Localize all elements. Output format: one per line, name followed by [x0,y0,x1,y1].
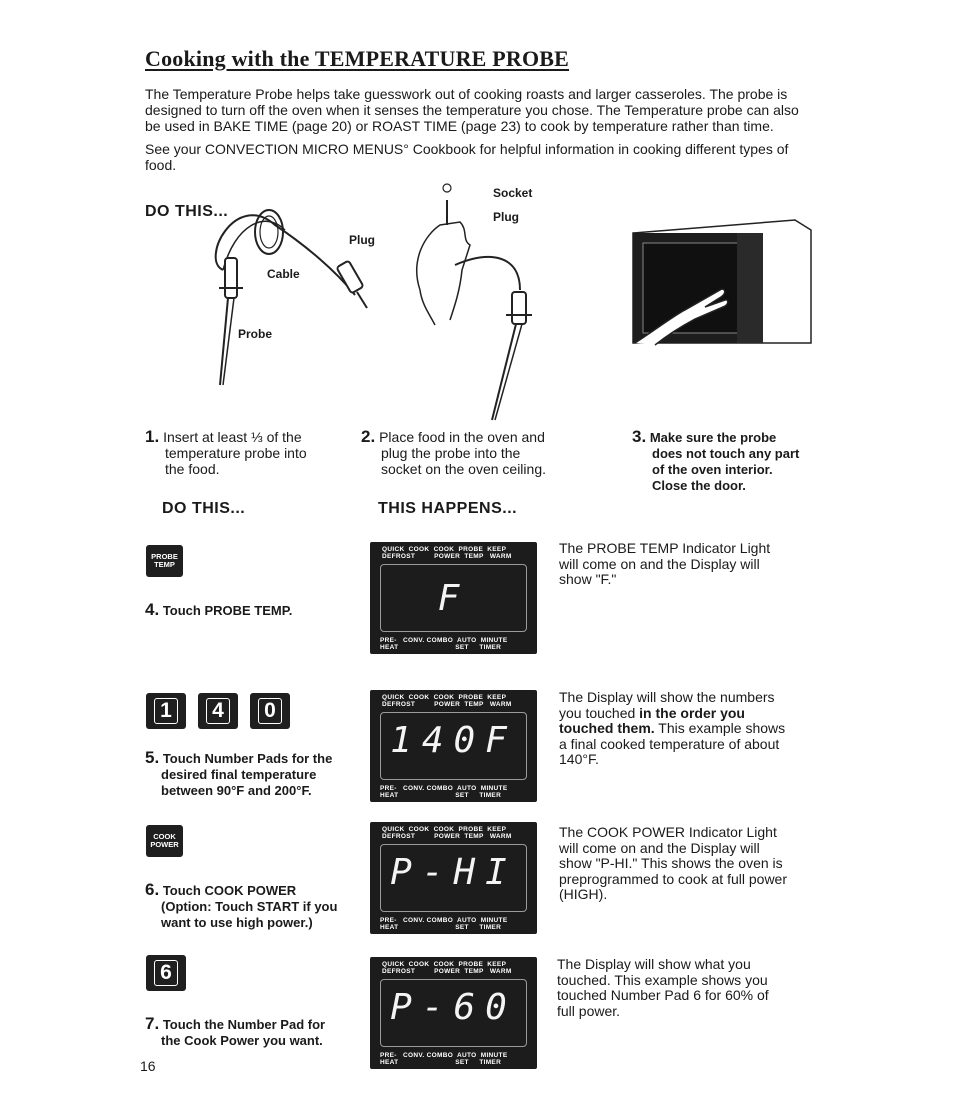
display-panel-step-6 [370,822,537,934]
number-pad-6-label: 6 [154,960,178,986]
description-step-5 [559,690,789,768]
step-7-line-2: the Cook Power you want. [161,1033,323,1048]
description-step-6-text: The COOK POWER Indicator Light will come on and the Display will show "P-HI." This shows the oven is preprogrammed to cook at full power (HIGH). [559,824,787,902]
intro-paragraph-1: The Temperature Probe helps take guesswork out of cooking roasts and larger casseroles. The probe is designed to turn off the oven when it senses the temperature you chose. The Temperature probe can also be used in BAKE TIME (page 20) or ROAST TIME (page 23) to cook by temperature rather than time. [145,86,799,134]
display-readout: F [437,578,470,619]
step-2-line-3: socket on the oven ceiling. [381,461,546,477]
cook-power-pad-label: COOK POWER [150,832,179,849]
probe-temp-pad [146,545,183,577]
page-title: Cooking with the TEMPERATURE PROBE [145,46,570,71]
step-6-line-3: want to use high power.) [161,915,313,930]
do-this-header-top: DO THIS... [145,203,229,220]
step-3-line-2: does not touch any part [652,446,800,461]
label-socket: Socket [493,186,533,200]
page-number: 16 [140,1058,156,1074]
description-step-4-text: The PROBE TEMP Indicator Light will come on and the Display will show "F." [559,540,771,587]
label-plug-left: Plug [349,233,375,247]
step-3-line-3: of the oven interior. [652,462,773,477]
step-5 [145,750,332,799]
display-panel-step-7 [370,957,537,1069]
step-2-number: 2. [361,427,376,446]
number-pad-6 [146,955,186,991]
step-1-line-1: Insert at least ⅓ of the [163,429,302,445]
display-top-labels: QUICK COOK COOK PROBE KEEP DEFROST POWER TEMP WARM [382,826,512,840]
label-plug-right: Plug [493,210,519,224]
probe-temp-pad-label: PROBE TEMP [151,552,178,569]
display-panel-step-4 [370,542,537,654]
step-3 [632,429,799,494]
label-cable: Cable [267,267,300,281]
step-1-number: 1. [145,427,160,446]
display-bottom-labels: PRE- CONV. COMBO AUTO MINUTE HEAT SET TIMER [380,1052,508,1066]
step-4 [145,602,292,619]
step-5-line-2: desired final temperature [161,767,317,782]
display-readout: 140F [390,720,517,761]
step-6 [145,882,337,931]
step-4-line-1: Touch PROBE TEMP. [162,603,293,618]
step-7 [145,1016,325,1049]
label-probe: Probe [238,327,273,341]
step-5-number: 5. [145,748,160,767]
step-5-line-3: between 90°F and 200°F. [161,783,312,798]
description-step-7-text: The Display will show what you touched. This example shows you touched Number Pad 6 for 60% of full power. [557,956,769,1019]
display-bottom-labels: PRE- CONV. COMBO AUTO MINUTE HEAT SET TIMER [380,917,508,931]
step-6-number: 6. [145,880,160,899]
display-bottom-labels: PRE- CONV. COMBO AUTO MINUTE HEAT SET TIMER [380,785,508,799]
display-readout: P-60 [390,987,517,1028]
display-top-labels: QUICK COOK COOK PROBE KEEP DEFROST POWER TEMP WARM [382,961,512,975]
number-pad-0-label: 0 [258,698,282,724]
display-readout: P-HI [390,852,517,893]
step-1-line-2: temperature probe into [165,445,307,461]
step-5-line-1: Touch Number Pads for the [162,751,333,766]
step-2-line-1: Place food in the oven and [379,429,545,445]
number-pad-0 [250,693,290,729]
display-top-labels: QUICK COOK COOK PROBE KEEP DEFROST POWER TEMP WARM [382,546,512,560]
description-step-4 [559,541,789,588]
description-step-5-text-2: in the order you touched them. [559,704,745,736]
step-6-line-2: (Option: Touch START if you [161,899,338,914]
number-pad-4-label: 4 [206,698,230,724]
number-pad-1 [146,693,186,729]
do-this-header: DO THIS... [162,500,246,517]
hand-plug-illustration [400,180,550,425]
cook-power-pad [146,825,183,857]
step-2 [361,429,546,477]
description-step-5-text-3: This example shows a final cooked temperature of about 140°F. [559,720,786,767]
this-happens-header: THIS HAPPENS... [378,500,518,517]
number-pad-1-label: 1 [154,698,178,724]
step-2-line-2: plug the probe into the [381,445,521,461]
description-step-7 [557,957,787,1019]
oven-illustration [625,215,820,355]
step-3-line-1: Make sure the probe [649,430,777,445]
step-3-line-4: Close the door. [652,478,746,493]
step-7-number: 7. [145,1014,160,1033]
description-step-5-text-1: The Display will show the numbers you touched [559,689,775,721]
number-pad-4 [198,693,238,729]
step-3-number: 3. [632,427,647,446]
display-panel-step-5 [370,690,537,802]
probe-illustration [195,200,375,400]
intro-paragraph-2: See your CONVECTION MICRO MENUS° Cookbook for helpful information in cooking different types of food. [145,141,789,173]
step-6-line-1: Touch COOK POWER [162,883,297,898]
description-step-6 [559,825,789,903]
step-7-line-1: Touch the Number Pad for [162,1017,326,1032]
display-bottom-labels: PRE- CONV. COMBO AUTO MINUTE HEAT SET TIMER [380,637,508,651]
step-4-number: 4. [145,600,160,619]
step-1-line-3: the food. [165,461,220,477]
display-top-labels: QUICK COOK COOK PROBE KEEP DEFROST POWER TEMP WARM [382,694,512,708]
step-1 [145,429,307,477]
